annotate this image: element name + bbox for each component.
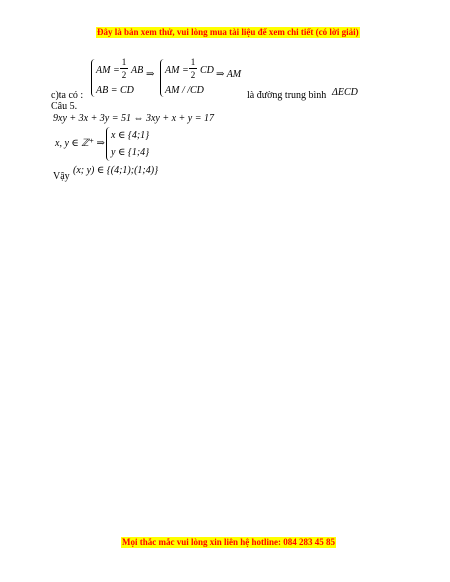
question-5-case-2: y ∈ {1;4} (111, 147, 150, 158)
question-5-condition: x, y ∈ ℤ⁺ ⇒ (55, 138, 105, 149)
question-5-case-1: x ∈ {4;1} (111, 130, 150, 141)
sys1-row1-lhs: AM = (96, 65, 120, 76)
question-5-equation: 9xy + 3x + 3y = 51 ⇔ 3xy + x + y = 17 (53, 113, 214, 124)
sys1-row1-rhs: AB (131, 65, 144, 76)
conclusion-math: ΔECD (332, 87, 358, 98)
sys2-frac-num: 1 (190, 57, 196, 67)
sys1-frac-num: 1 (121, 57, 127, 67)
implies-1: ⇒ (146, 69, 155, 80)
sys2-row1-lhs: AM = (165, 65, 189, 76)
result-math: (x; y) ∈ {(4;1);(1;4)} (73, 165, 159, 176)
result-word: Vậy (53, 171, 70, 182)
question-5-title: Câu 5. (51, 101, 78, 112)
sys2-row1-rhs: CD (200, 65, 214, 76)
footer-note: Mọi thắc mắc vui lòng xin liên hệ hotline: 084 283 45 85 (122, 537, 336, 547)
sys1-frac-den: 2 (121, 70, 127, 80)
sys1-frac-bar (120, 68, 128, 69)
sys2-frac-den: 2 (190, 70, 196, 80)
header-note: Đây là bản xem thử, vui lòng mua tài liệu để xem chi tiết (có lời giải) (97, 27, 359, 37)
sys1-row2: AB = CD (96, 85, 134, 96)
conclusion-text: là đường trung bình (247, 90, 327, 101)
sys2-frac-bar (189, 68, 197, 69)
sys2-row2: AM / /CD (165, 85, 204, 96)
part-c-prefix: c)ta có : (51, 90, 84, 101)
implies-2: ⇒ AM (216, 69, 242, 80)
